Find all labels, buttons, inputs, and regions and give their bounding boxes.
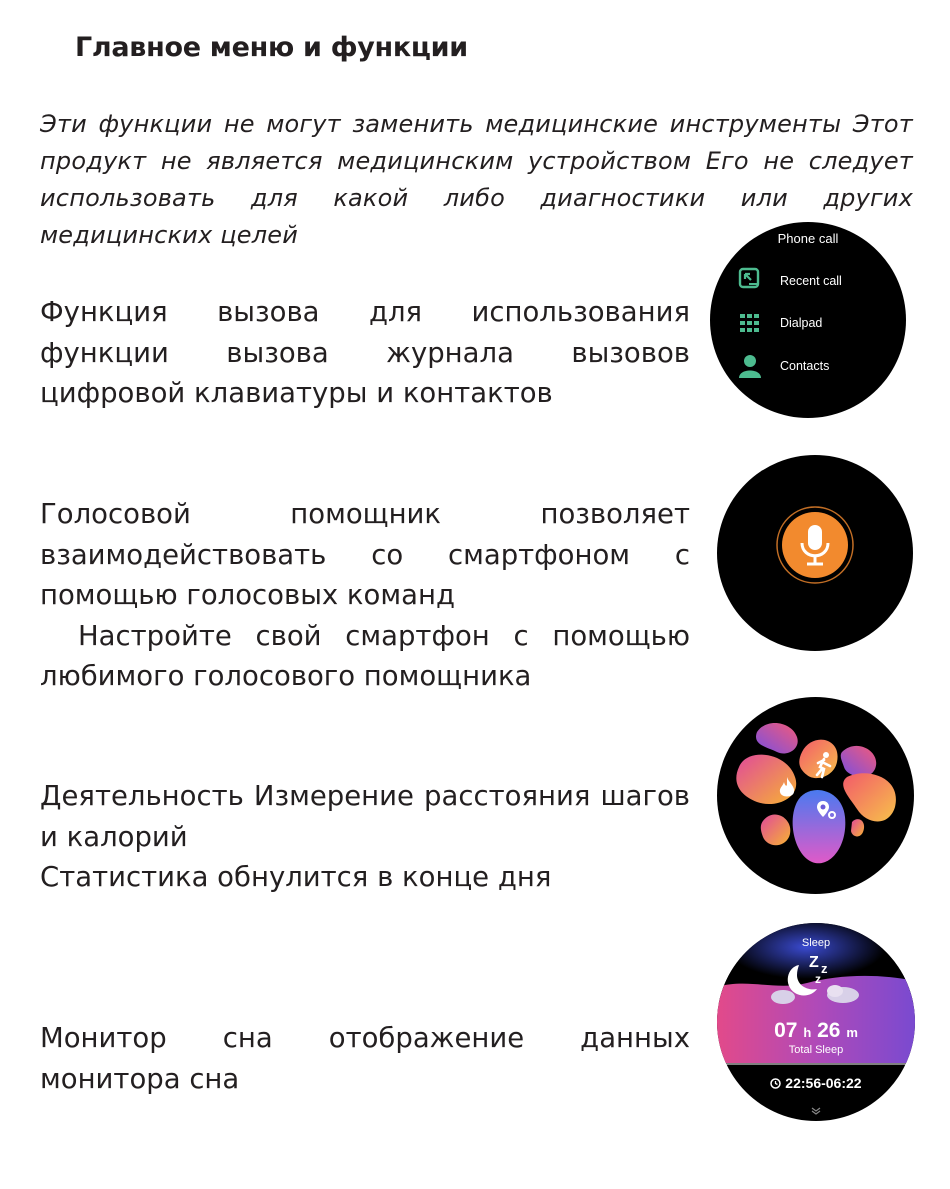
- menu-item-recent-call[interactable]: Recent call: [780, 274, 842, 288]
- sleep-section-text: [40, 1018, 690, 1099]
- phone-call-screen: [710, 222, 906, 418]
- microphone-icon[interactable]: [775, 505, 855, 585]
- svg-text:z: z: [815, 972, 821, 986]
- call-description: Функция вызова для использования функции вызова журнала вызовов цифровой клавиатуры и контактов: [40, 296, 690, 409]
- walking-icon[interactable]: [812, 751, 836, 779]
- location-icon[interactable]: [815, 799, 837, 821]
- voice-assistant-screen: [717, 455, 913, 651]
- voice-section-text: [40, 494, 690, 697]
- sleep-range: 22:56-06:22: [785, 1075, 862, 1091]
- svg-text:Z: Z: [809, 954, 819, 971]
- moon-icon: [765, 947, 865, 1009]
- activity-blobs: [717, 697, 914, 894]
- contacts-icon: [738, 353, 762, 379]
- sleep-hours: 07: [774, 1019, 798, 1042]
- dialpad-icon: [738, 311, 762, 335]
- total-sleep-value: [717, 1019, 915, 1043]
- voice-description: Голосовой помощник позволяет взаимодействовать со смартфоном с помощью голосовых команд: [40, 498, 690, 611]
- activity-section-text: [40, 776, 690, 898]
- voice-hint: Настройте свой смартфон с помощью любимого голосового помощника: [40, 619, 690, 692]
- sleep-description: Монитор сна отображение данных монитора сна: [40, 1022, 690, 1095]
- clock-icon: [770, 1078, 781, 1089]
- recent-call-icon: [737, 266, 763, 292]
- sleep-range-row: [717, 1075, 915, 1091]
- flame-icon[interactable]: [775, 775, 799, 801]
- activity-reset-note: Статистика обнулится в конце дня: [40, 861, 552, 893]
- medical-disclaimer: Эти функции не могут заменить медицинские инструменты Этот продукт не является медицинским устройством Его не следует использовать для какой либо диагностики или других медицинских целей: [40, 110, 913, 249]
- menu-item-contacts[interactable]: Contacts: [780, 359, 830, 373]
- chevron-down-icon[interactable]: [811, 1107, 821, 1115]
- sleep-minutes-unit: m: [846, 1025, 858, 1040]
- phone-call-header: Phone call: [777, 231, 839, 246]
- total-sleep-caption: Total Sleep: [788, 1044, 844, 1056]
- call-section-text: [40, 292, 690, 414]
- sleep-minutes: 26: [817, 1019, 841, 1042]
- sleep-header: Sleep: [801, 937, 831, 949]
- svg-text:z: z: [821, 961, 828, 976]
- page-title: Главное меню и функции: [75, 32, 468, 63]
- sleep-hours-unit: h: [803, 1025, 812, 1040]
- sleep-screen: [717, 923, 915, 1121]
- menu-item-dialpad[interactable]: Dialpad: [780, 316, 823, 330]
- activity-screen: [717, 697, 914, 894]
- activity-description: Деятельность Измерение расстояния шагов и калорий: [40, 780, 690, 853]
